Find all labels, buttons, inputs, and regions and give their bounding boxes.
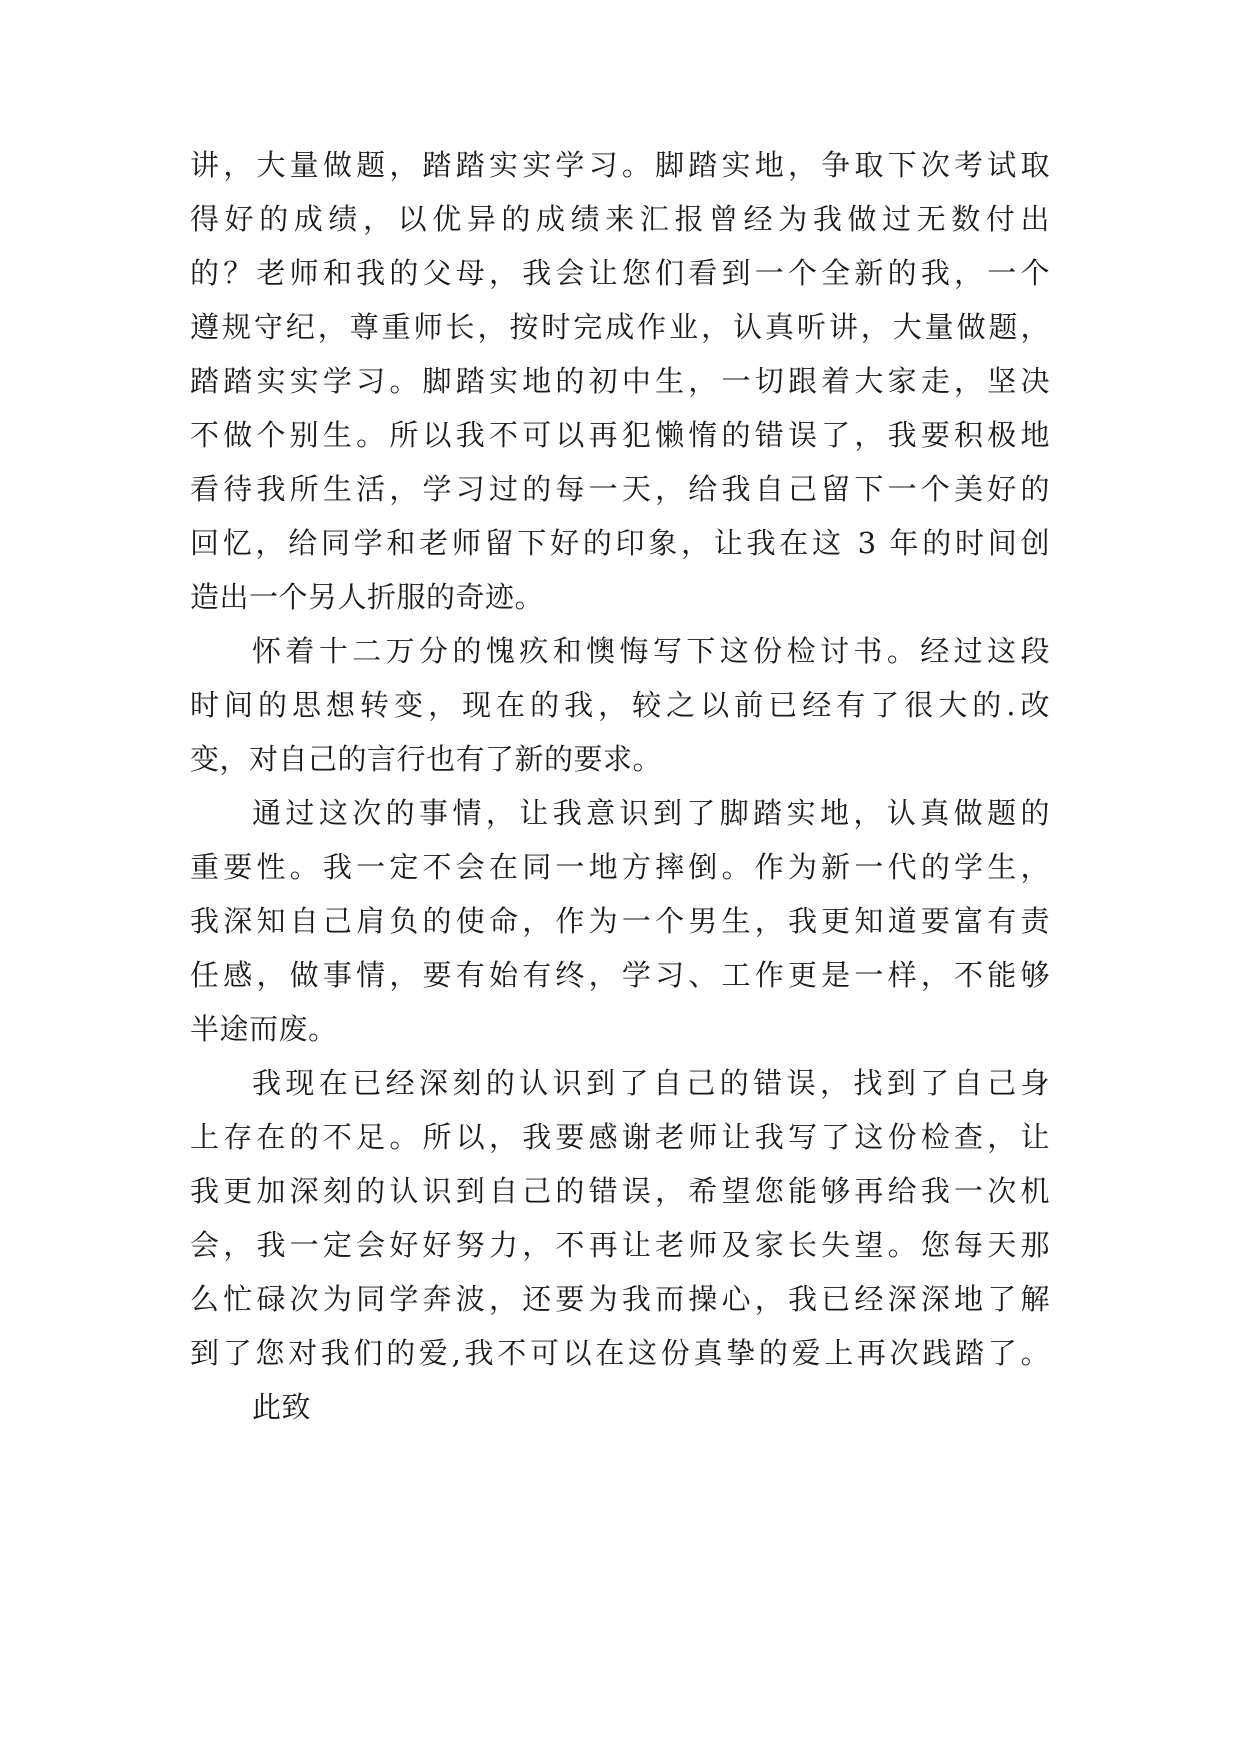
text-line: 得好的成绩，以优异的成绩来汇报曾经为我做过无数付出 [190,202,1050,236]
text-line: 造出一个另人折服的奇迹。 [190,580,545,614]
text-line: 时间的思想转变，现在的我，较之以前已经有了很大的.改 [190,688,1050,722]
paragraph-start-line: 我现在已经深刻的认识到了自己的错误，找到了自己身 [252,1066,1050,1100]
paragraph-start-line: 通过这次的事情，让我意识到了脚踏实地，认真做题的 [252,796,1050,830]
text-line: 我深知自己肩负的使命，作为一个男生，我更知道要富有责 [190,904,1050,938]
text-line: 到了您对我们的爱,我不可以在这份真挚的爱上再次践踏了。 [190,1336,1050,1370]
text-line: 任感，做事情，要有始有终，学习、工作更是一样，不能够 [190,958,1050,992]
paragraph-start-line: 怀着十二万分的愧疚和懊悔写下这份检讨书。经过这段 [252,634,1050,668]
text-line: 踏踏实实学习。脚踏实地的初中生，一切跟着大家走，坚决 [190,364,1050,398]
text-line: 回忆，给同学和老师留下好的印象，让我在这 3 年的时间创 [190,526,1050,560]
text-line: 看待我所生活，学习过的每一天，给我自己留下一个美好的 [190,472,1050,506]
text-line: 变，对自己的言行也有了新的要求。 [190,742,663,776]
text-line: 讲，大量做题，踏踏实实学习。脚踏实地，争取下次考试取 [190,148,1050,182]
text-line: 的？老师和我的父母，我会让您们看到一个全新的我，一个 [190,256,1050,290]
text-line: 重要性。我一定不会在同一地方摔倒。作为新一代的学生， [190,850,1050,884]
text-line: 半途而废。 [190,1012,338,1046]
text-line: 会，我一定会好好努力，不再让老师及家长失望。您每天那 [190,1228,1050,1262]
text-line: 上存在的不足。所以，我要感谢老师让我写了这份检查，让 [190,1120,1050,1154]
closing-salutation: 此致 [252,1390,312,1424]
text-line: 我更加深刻的认识到自己的错误，希望您能够再给我一次机 [190,1174,1050,1208]
text-line: 遵规守纪，尊重师长，按时完成作业，认真听讲，大量做题， [190,310,1050,344]
text-line: 么忙碌次为同学奔波，还要为我而操心，我已经深深地了解 [190,1282,1050,1316]
text-line: 不做个别生。所以我不可以再犯懒惰的错误了，我要积极地 [190,418,1050,452]
